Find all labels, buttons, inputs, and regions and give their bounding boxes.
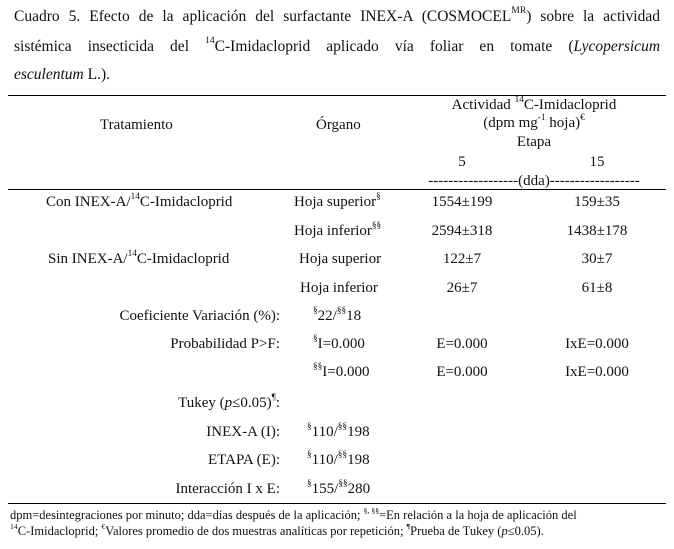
organ-cell: Hoja superior xyxy=(299,251,382,267)
caption-text: C-Imidacloprid aplicado vía foliar en tomate ( xyxy=(214,38,574,55)
tukey-interaccion-label: Interacción I x E: xyxy=(175,481,280,497)
tukey-inex-value: §110/§§198 xyxy=(307,421,370,440)
prob-i: §I=0.000 xyxy=(313,333,365,352)
value-cell: 2594±318 xyxy=(431,223,493,239)
organ-cell: Hoja inferior§§ xyxy=(294,220,382,239)
caption-text: Cuadro 5. Efecto de la aplicación del surfactante INEX-A (COSMOCEL xyxy=(14,8,512,25)
caption-line-1 xyxy=(14,5,660,26)
treatment-con-inex: Con INEX-A/$^{14}$C-Imidacloprid xyxy=(46,191,233,210)
value-cell: 30±7 xyxy=(581,251,613,267)
caption-species: esculentum xyxy=(14,66,84,83)
prob-e: E=0.000 xyxy=(436,364,488,380)
caption-text: ) sobre la actividad xyxy=(526,8,660,25)
header-tratamiento: Tratamiento xyxy=(100,117,173,133)
footnote-line-1: dpm=desintegraciones por minuto; dda=días después de la aplicación; §, §§=En relación a la hoja de aplicación del xyxy=(10,505,577,522)
caption-superscript: 14 xyxy=(205,35,215,47)
value-cell: 1438±178 xyxy=(566,223,628,239)
caption-text: L.). xyxy=(83,66,110,83)
header-bottom-rule xyxy=(8,189,666,190)
value-cell: 26±7 xyxy=(446,280,478,296)
header-dda: ------------------(dda)------------------ xyxy=(428,173,640,189)
header-etapa-15: 15 xyxy=(589,154,605,170)
cv-label: Coeficiente Variación (%): xyxy=(119,308,280,324)
prob-e: E=0.000 xyxy=(436,336,488,352)
tukey-label: Tukey (p≤0.05)¶: xyxy=(178,392,280,411)
header-etapa: Etapa xyxy=(516,134,552,150)
caption-line-2 xyxy=(14,35,661,56)
header-organo: Órgano xyxy=(316,117,361,133)
header-units: (dpm $mg^{-1}$ hoja)€ xyxy=(483,112,585,131)
tukey-etapa-label: ETAPA (E): xyxy=(208,452,280,468)
organ-cell: Hoja inferior xyxy=(300,280,378,296)
caption-superscript: MR xyxy=(511,5,527,17)
header-etapa-5: 5 xyxy=(458,154,466,170)
header-actividad: Actividad $^{14}$C-Imidacloprid xyxy=(451,94,617,113)
tukey-inex-label: INEX-A (I): xyxy=(206,424,280,440)
prob-label: Probabilidad P>F: xyxy=(170,336,280,352)
prob-i: §§I=0.000 xyxy=(313,361,370,380)
organ-cell: Hoja superior§ xyxy=(294,191,381,210)
tukey-etapa-value: §110/§§198 xyxy=(307,449,370,468)
cv-value: §22/§§18 xyxy=(313,305,362,324)
prob-ixe: IxE=0.000 xyxy=(565,336,629,352)
value-cell: 1554±199 xyxy=(431,194,493,210)
value-cell: 159±35 xyxy=(574,194,620,210)
caption-species: Lycopersicum xyxy=(573,38,661,55)
footnote-line-2: $^{14}$C-Imidacloprid; €Valores promedio de dos muestras analíticas por repetición; ¶Prueba de Tukey (p≤0.05). xyxy=(10,521,544,538)
caption-line-3 xyxy=(14,66,660,84)
caption-text: sistémica insecticida del xyxy=(14,38,206,55)
table-bottom-rule xyxy=(8,503,666,504)
tukey-interaccion-value: §155/§§280 xyxy=(307,478,371,497)
value-cell: 61±8 xyxy=(581,280,613,296)
prob-ixe: IxE=0.000 xyxy=(565,364,629,380)
value-cell: 122±7 xyxy=(442,251,482,267)
treatment-sin-inex: Sin INEX-A/$^{14}$C-Imidacloprid xyxy=(48,248,230,267)
